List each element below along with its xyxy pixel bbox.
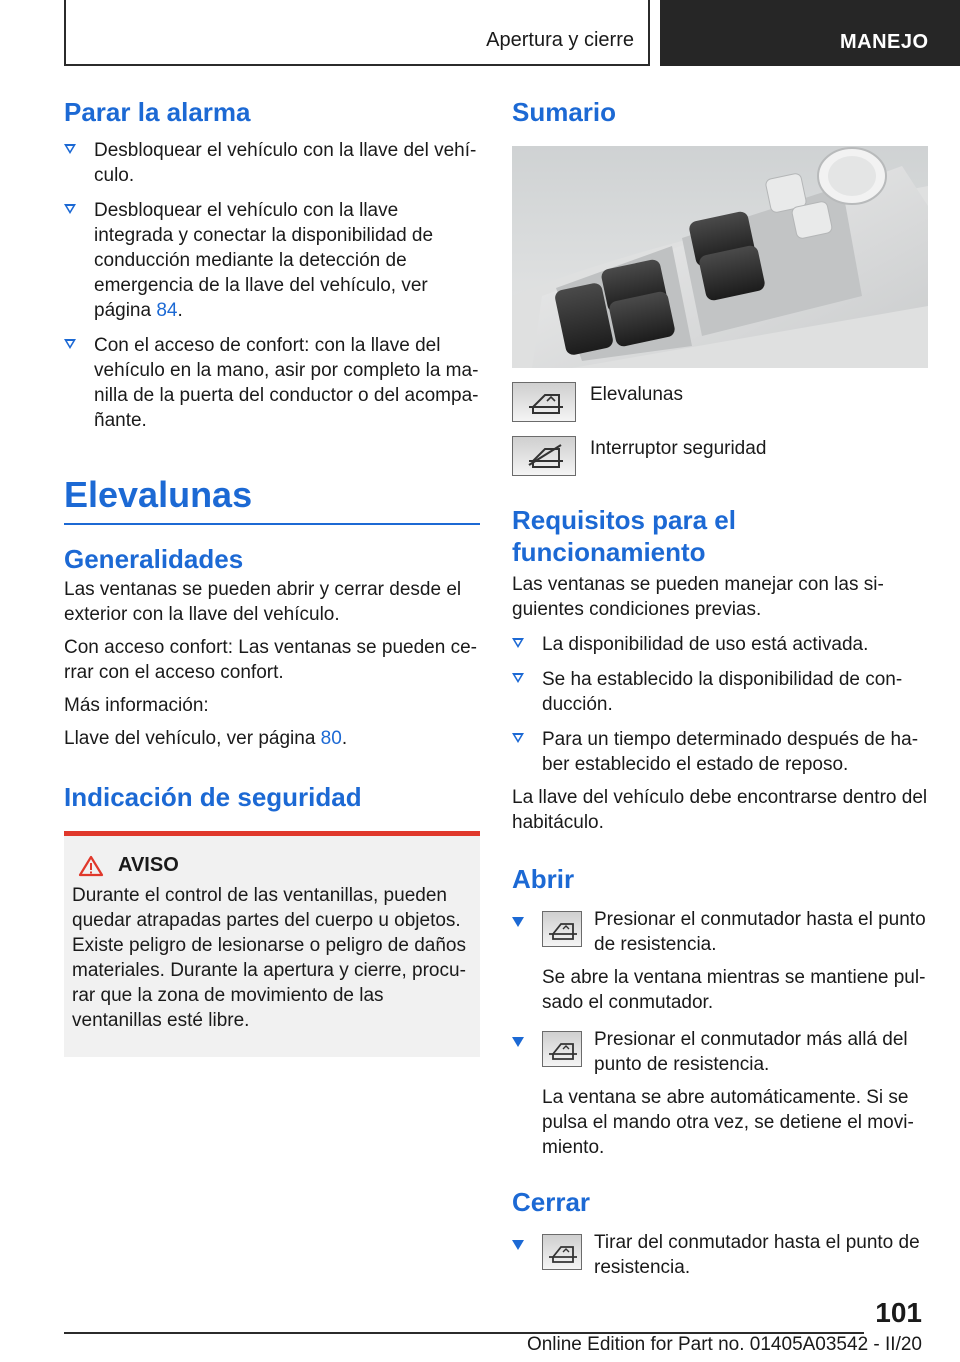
alarm-heading: Parar la alarma [64, 97, 251, 127]
warning-triangle-icon [78, 855, 104, 877]
general-heading: Generalidades [64, 544, 244, 574]
close-heading: Cerrar [512, 1187, 591, 1217]
warning-box [64, 831, 480, 1057]
section-rule [64, 523, 480, 525]
header-chapter-title: MANEJO [840, 31, 929, 53]
warning-label: AVISO [118, 854, 179, 876]
general-paragraph: Con acceso confort: Las ventanas se pueden cerrar con el acceso confort. [64, 637, 477, 683]
bullet-triangle-icon [512, 917, 524, 927]
page-link-80[interactable]: 80 [320, 728, 342, 749]
list-item: Desbloquear el vehículo con la llave integrada y conectar la disponibilidad de conducción mediante la detección de emergencia de la llave del vehículo, ver página 84. [64, 198, 480, 323]
list-item: Tirar del conmutador hasta el punto de resistencia. [512, 1230, 928, 1280]
legend-label: Elevalunas [590, 384, 683, 405]
right-column [512, 96, 928, 1280]
legend-label: Interruptor seguridad [590, 438, 767, 459]
legend-row [512, 382, 928, 422]
requirements-list [512, 632, 928, 777]
bullet-triangle-icon [64, 204, 76, 214]
bullet-triangle-icon [512, 1037, 524, 1047]
requirements-heading: Requisitos para el funcionamiento [512, 505, 736, 567]
edition-note: Online Edition for Part no. 01405A03542 - II/20 [526, 1334, 922, 1355]
general-paragraph: Llave del vehículo, ver página 80. [64, 728, 348, 749]
warning-text: Durante el control de las ventanillas, pueden quedar atrapadas partes del cuerpo u objetos. Existe peligro de lesionarse o peligro de daños materiales. Durante la apertura y cierre, procurar que la zona de movimiento de las ventanillas esté libre. [72, 885, 466, 1031]
general-paragraph: Más información: [64, 695, 209, 716]
bullet-triangle-icon [512, 733, 524, 743]
list-item: Desbloquear el vehículo con la llave del vehículo. [64, 138, 480, 188]
section-heading: Elevalunas [64, 474, 253, 515]
general-paragraph: Las ventanas se pueden abrir y cerrar desde el exterior con la llave del vehículo. [64, 579, 462, 625]
requirements-intro: Las ventanas se pueden manejar con las siguientes condiciones previas. [512, 574, 884, 620]
summary-heading: Sumario [512, 97, 617, 127]
list-item: Presionar el conmutador más allá del punto de resistencia. La ventana se abre automáticamente. Si se pulsa el mando otra vez, se detiene el movimiento. [512, 1027, 928, 1160]
left-column [64, 96, 480, 1057]
page-number: 101 [875, 1297, 922, 1328]
window-switch-icon [512, 382, 576, 422]
header-chapter-box [660, 0, 960, 66]
window-switch-photo [512, 146, 928, 368]
requirements-outro: La llave del vehículo debe encontrarse dentro del habitáculo. [512, 787, 928, 833]
safety-switch-icon [512, 436, 576, 476]
legend-row [512, 436, 928, 476]
bullet-triangle-icon [64, 144, 76, 154]
bullet-triangle-icon [512, 1240, 524, 1250]
list-item: Presionar el conmutador hasta el punto de resistencia. Se abre la ventana mientras se mantiene pulsado el conmutador. [512, 907, 928, 1015]
list-item: La disponibilidad de uso está activada. [512, 632, 928, 657]
window-switch-icon [542, 911, 582, 947]
window-switch-icon [542, 1031, 582, 1067]
bullet-triangle-icon [512, 673, 524, 683]
bullet-triangle-icon [512, 638, 524, 648]
bullet-triangle-icon [64, 339, 76, 349]
list-item: Con el acceso de confort: con la llave del vehículo en la mano, asir por completo la manilla de la puerta del conductor o del acompañante. [64, 333, 480, 433]
alarm-list [64, 138, 480, 433]
header-section-box [64, 0, 650, 66]
safety-heading: Indicación de seguridad [64, 782, 362, 812]
open-heading: Abrir [512, 864, 575, 894]
header-section-title: Apertura y cierre [486, 29, 634, 51]
window-switch-icon [542, 1234, 582, 1270]
page-link-84[interactable]: 84 [156, 300, 178, 321]
list-item: Para un tiempo determinado después de haber establecido el estado de reposo. [512, 727, 928, 777]
list-item: Se ha establecido la disponibilidad de conducción. [512, 667, 928, 717]
